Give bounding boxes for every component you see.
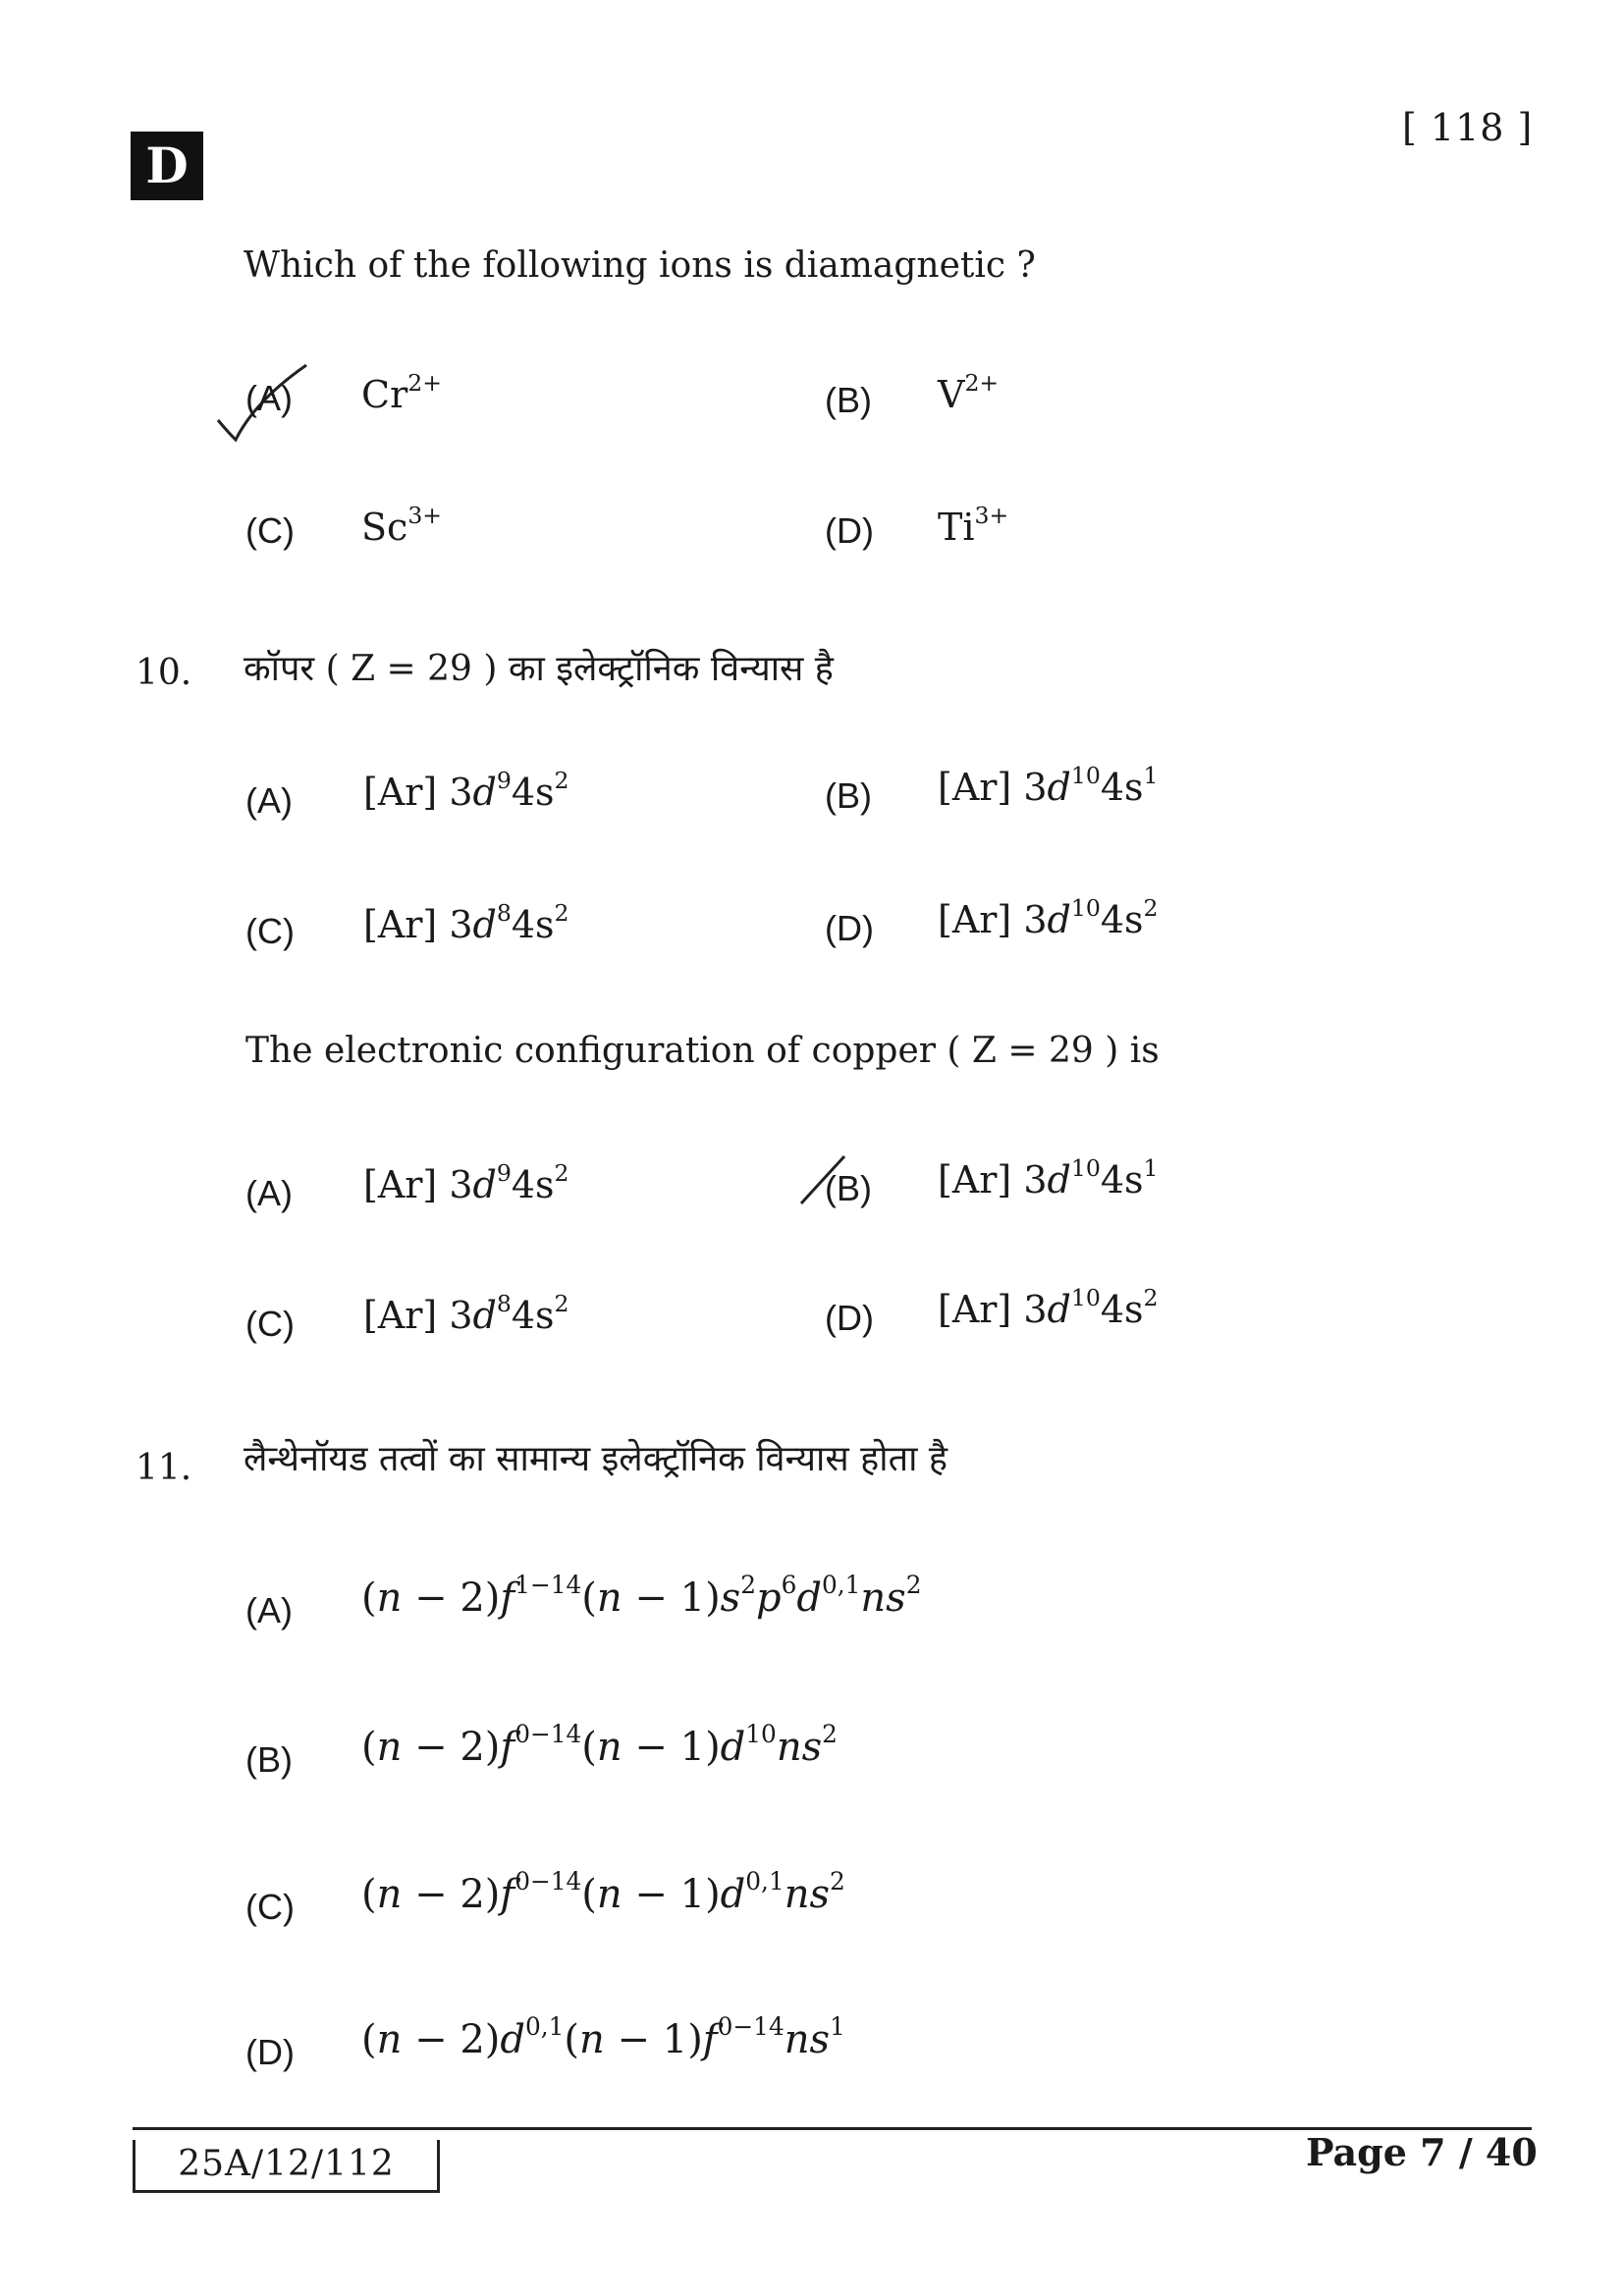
q11-option-b-formula: $(n - 2)f^{0-14}(n - 1)d^{10}ns^2$: [361, 1720, 838, 1770]
question-10-text-english: The electronic configuration of copper ( Z = 29 ) is: [245, 1031, 1160, 1071]
q10-hi-option-d-label: (D): [825, 908, 874, 948]
q10-hi-option-a-label: (A): [245, 780, 293, 821]
page-number: Page 7 / 40: [1306, 2130, 1538, 2174]
q10-hi-option-b-value: [Ar] $3d^{10}4s^1$: [938, 762, 1159, 809]
booklet-code: 25A/12/112: [133, 2140, 440, 2193]
question-11-number: 11.: [135, 1448, 192, 1488]
question-11-text-hindi: लैन्थेनॉयड तत्वों का सामान्य इलेक्ट्रॉनिक विन्यास होता है: [244, 1439, 947, 1479]
q11-option-b-label: (B): [245, 1739, 293, 1780]
q9-option-d-value: $Ti^{3+}$: [938, 502, 1009, 549]
q11-option-a-formula: $(n - 2)f^{1-14}(n - 1)s^2p^6d^{0,1}ns^2$: [361, 1571, 922, 1621]
q10-hi-option-c-value: [Ar] $3d^84s^2$: [363, 899, 569, 946]
q9-option-b-label: (B): [825, 380, 872, 420]
q10-en-option-d-value: [Ar] $3d^{10}4s^2$: [938, 1284, 1159, 1331]
q10-en-option-b-label: (B): [825, 1168, 872, 1208]
q10-en-option-c-label: (C): [245, 1304, 295, 1344]
q10-en-option-a-value: [Ar] $3d^94s^2$: [363, 1159, 569, 1206]
q9-option-a-label: (A): [245, 378, 293, 418]
q10-hi-option-c-label: (C): [245, 911, 295, 951]
q10-hi-option-b-label: (B): [825, 775, 872, 816]
q10-en-option-b-value: [Ar] $3d^{10}4s^1$: [938, 1154, 1159, 1201]
question-10-number: 10.: [135, 653, 192, 693]
q9-option-d-label: (D): [825, 510, 874, 551]
q9-option-a-value: $Cr^{2+}$: [361, 369, 442, 416]
q9-option-c-value: $Sc^{3+}$: [361, 502, 443, 549]
q10-en-option-c-value: [Ar] $3d^84s^2$: [363, 1290, 569, 1337]
set-letter-badge: D: [131, 132, 203, 200]
question-9-text: Which of the following ions is diamagnetic ?: [244, 245, 1036, 286]
q10-hi-option-d-value: [Ar] $3d^{10}4s^2$: [938, 894, 1159, 941]
q11-option-d-label: (D): [245, 2032, 295, 2072]
q9-option-b-value: $V^{2+}$: [938, 369, 1000, 416]
q11-option-c-formula: $(n - 2)f^{0-14}(n - 1)d^{0,1}ns^2$: [361, 1867, 845, 1917]
q10-en-option-a-label: (A): [245, 1173, 293, 1213]
q10-en-option-d-label: (D): [825, 1298, 874, 1338]
q9-option-c-label: (C): [245, 510, 295, 551]
paper-code: [ 118 ]: [1402, 106, 1534, 149]
q10-hi-option-a-value: [Ar] $3d^94s^2$: [363, 767, 569, 814]
question-10-text-hindi: कॉपर ( Z = 29 ) का इलेक्ट्रॉनिक विन्यास है: [244, 649, 834, 689]
q11-option-d-formula: $(n - 2)d^{0,1}(n - 1)f^{0-14}ns^1$: [361, 2012, 845, 2062]
q11-option-c-label: (C): [245, 1887, 295, 1927]
q11-option-a-label: (A): [245, 1590, 293, 1630]
